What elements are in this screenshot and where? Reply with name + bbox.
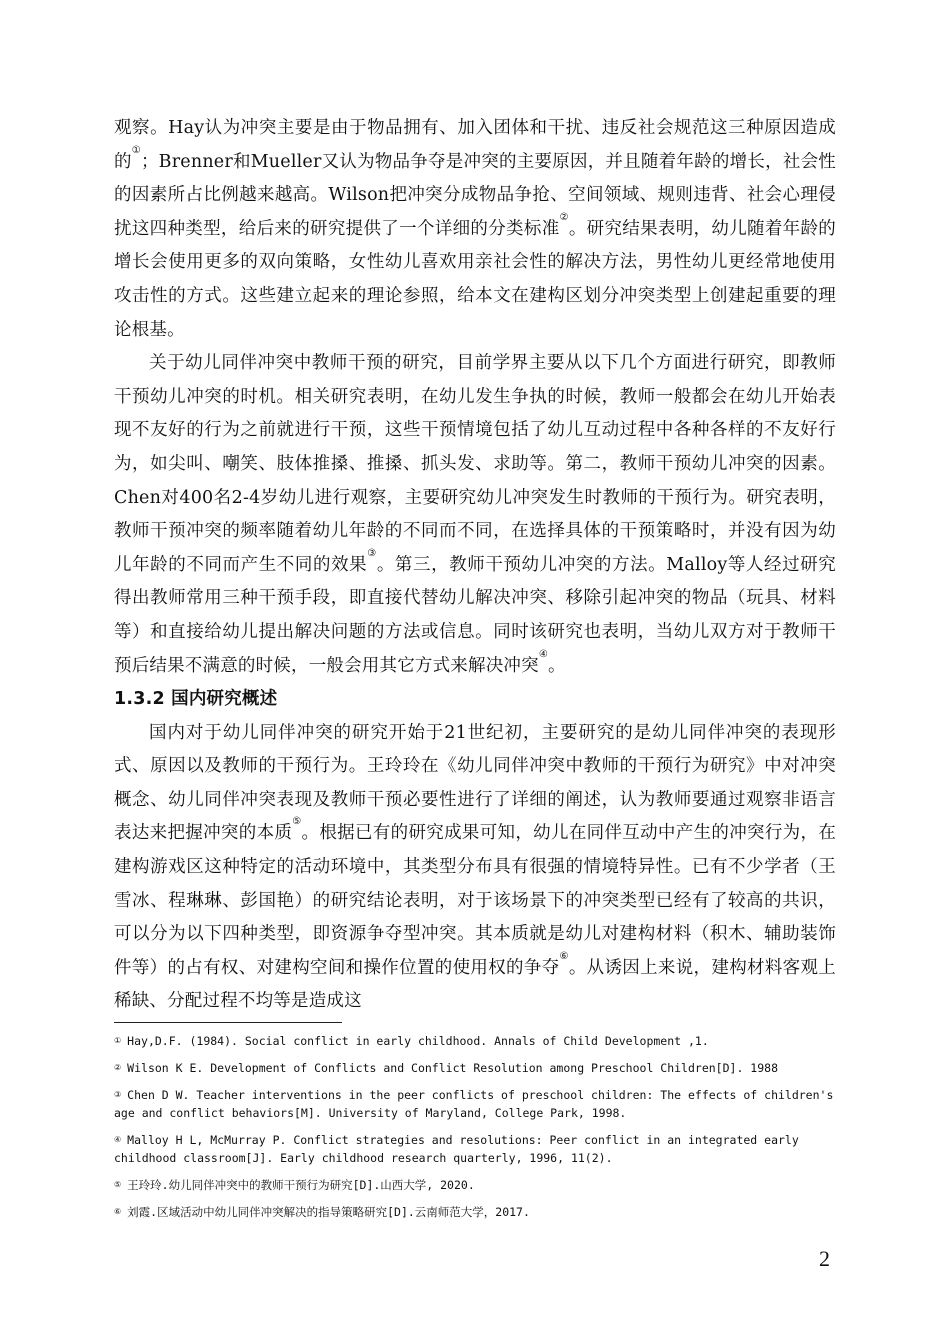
footnote-2: ② Wilson K E. Development of Conflicts and Conflict Resolution among Preschool Children[D]. 1988 (114, 1061, 778, 1075)
footnote-ref-4[interactable]: ④ (538, 648, 548, 660)
footnote-ref-6[interactable]: ⑥ (559, 950, 569, 962)
footnote-5: ⑤ 王玲玲.幼儿同伴冲突中的教师干预行为研究[D].山西大学, 2020. (114, 1178, 475, 1192)
footnote-ref-2[interactable]: ② (559, 211, 569, 223)
section-heading: 1.3.2 国内研究概述 (114, 689, 278, 710)
paragraph-foreign-theories: 观察。Hay认为冲突主要是由于物品拥有、加入团体和干扰、违反社会规范这三种原因造成的①；Brenner和Mueller又认为物品争夺是冲突的主要原因，并且随着年龄的增长，社会性的因素所占比例越来越高。Wilson把冲突分成物品争抢、空间领域、规则违背、社会心理侵扰这四种类型，给后来的研究提供了一个详细的分类标准②。研究结果表明，幼儿随着年龄的增长会使用更多的双向策略，女性幼儿喜欢用亲社会性的解决方法，男性幼儿更经常地使用攻击性的方式。这些建立起来的理论参照，给本文在建构区划分冲突类型上创建起重要的理论根基。 (114, 118, 837, 340)
footnote-6: ⑥ 刘霞.区域活动中幼儿同伴冲突解决的指导策略研究[D].云南师范大学，2017. (114, 1205, 530, 1219)
footnote-3: ③ Chen D W. Teacher interventions in the peer conflicts of preschool children: The effects of children's age and conflict behaviors[M]. University of Maryland, College Park, 1998. (114, 1088, 834, 1120)
footnote-4: ④ Malloy H L, McMurray P. Conflict strategies and resolutions: Peer conflict in an integrated early childhood classroom[J]. Early childhood research quarterly, 1996, 11(2). (114, 1133, 799, 1165)
paragraph-teacher-intervention: 关于幼儿同伴冲突中教师干预的研究，目前学界主要从以下几个方面进行研究，即教师干预幼儿冲突的时机。相关研究表明，在幼儿发生争执的时候，教师一般都会在幼儿开始表现不友好的行为之前就进行干预，这些干预情境包括了幼儿互动过程中各种各样的不友好行为，如尖叫、嘲笑、肢体推搡、推搡、抓头发、求助等。第二，教师干预幼儿冲突的因素。Chen对400名2-4岁幼儿进行观察，主要研究幼儿冲突发生时教师的干预行为。研究表明，教师干预冲突的频率随着幼儿年龄的不同而不同，在选择具体的干预策略时，并没有因为幼儿年龄的不同而产生不同的效果③。第三，教师干预幼儿冲突的方法。Malloy等人经过研究得出教师常用三种干预手段，即直接代替幼儿解决冲突、移除引起冲突的物品（玩具、材料等）和直接给幼儿提出解决问题的方法或信息。同时该研究也表明，当幼儿双方对于教师干预后结果不满意的时候，一般会用其它方式来解决冲突④。 (114, 353, 836, 676)
footnote-divider (114, 1022, 342, 1023)
footnote-ref-3[interactable]: ③ (367, 547, 377, 559)
page-number: 2 (819, 1246, 830, 1271)
footnote-ref-1[interactable]: ① (131, 144, 141, 156)
paragraph-domestic-research: 国内对于幼儿同伴冲突的研究开始于21世纪初，主要研究的是幼儿同伴冲突的表现形式、原因以及教师的干预行为。王玲玲在《幼儿同伴冲突中教师的干预行为研究》中对冲突概念、幼儿同伴冲突表现及教师干预必要性进行了详细的阐述，认为教师要通过观察非语言表达来把握冲突的本质⑤。根据已有的研究成果可知，幼儿在同伴互动中产生的冲突行为，在建构游戏区这种特定的活动环境中，其类型分布具有很强的情境特异性。已有不少学者（王雪冰、程琳琳、彭国艳）的研究结论表明，对于该场景下的冲突类型已经有了较高的共识，可以分为以下四种类型，即资源争夺型冲突。其本质就是幼儿对建构材料（积木、辅助装饰件等）的占有权、对建构空间和操作位置的使用权的争夺⑥。从诱因上来说，建构材料客观上稀缺、分配过程不均等是造成这 (114, 722, 837, 1012)
footnote-1: ① Hay,D.F. (1984). Social conflict in early childhood. Annals of Child Development ,1. (114, 1034, 709, 1048)
footnotes (114, 1032, 836, 1230)
footnote-ref-5[interactable]: ⑤ (292, 816, 302, 828)
body-text (114, 112, 836, 1019)
